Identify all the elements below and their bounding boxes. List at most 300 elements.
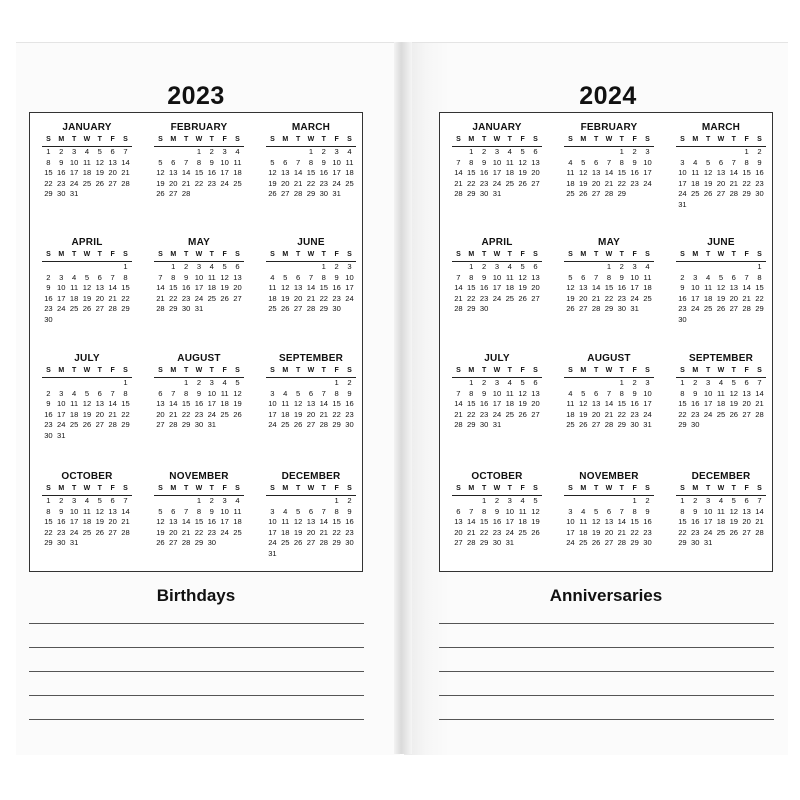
day-cell: 19 (703, 178, 713, 188)
day-cell (218, 538, 231, 549)
day-cell: 30 (207, 538, 217, 548)
month-august (154, 353, 244, 431)
day-cell: 21 (591, 293, 601, 303)
day-cell: 24 (492, 293, 502, 303)
day-cell (715, 538, 728, 549)
weekday-header: S (568, 485, 573, 492)
day-cell: 2 (321, 147, 326, 156)
weekday-header: T (705, 251, 711, 258)
day-cell: 7 (456, 272, 461, 282)
day-cell: 16 (678, 293, 687, 303)
week-row (154, 410, 244, 421)
day-cell (753, 200, 766, 211)
week-row (452, 378, 542, 389)
day-cell (154, 378, 167, 389)
weekday-header: F (520, 485, 525, 492)
day-cell: 4 (507, 378, 512, 387)
weekday-header: M (692, 367, 699, 374)
day-cell (689, 200, 702, 211)
month-april (42, 237, 132, 326)
day-cell: 9 (183, 272, 189, 282)
day-cell: 25 (69, 420, 79, 430)
day-cell (180, 147, 193, 158)
day-cell: 10 (691, 283, 700, 293)
weekday-header: M (170, 136, 177, 143)
day-cell: 31 (492, 189, 502, 199)
day-cell: 18 (505, 399, 515, 409)
day-cell: 15 (479, 517, 489, 527)
day-cell: 7 (110, 272, 115, 282)
day-cell: 6 (158, 388, 163, 398)
day-cell: 14 (169, 399, 178, 409)
day-cell: 5 (520, 262, 525, 271)
day-cell: 6 (533, 147, 538, 156)
weekday-header: S (456, 485, 461, 492)
day-cell (740, 420, 753, 431)
weekday-header-row (154, 484, 244, 496)
day-cell: 11 (268, 283, 277, 293)
day-cell: 24 (57, 304, 66, 314)
week-row (676, 179, 766, 190)
day-cell: 26 (281, 304, 290, 314)
month-name: SEPTEMBER (278, 353, 344, 364)
day-cell: 22 (617, 178, 627, 188)
day-cell (491, 304, 504, 315)
day-cell (516, 304, 529, 315)
day-cell: 28 (454, 189, 463, 199)
day-cell: 13 (233, 272, 242, 282)
day-cell (81, 189, 94, 200)
weekday-header: W (493, 136, 501, 143)
day-cell: 22 (479, 527, 489, 537)
day-cell: 18 (505, 283, 515, 293)
weekday-header: W (83, 367, 91, 374)
weekday-header-row (266, 366, 356, 378)
day-cell (715, 420, 728, 431)
weekday-header: F (222, 367, 227, 374)
day-cell: 6 (308, 388, 314, 398)
day-cell: 20 (95, 409, 105, 419)
weekday-header: S (533, 367, 538, 374)
week-row (266, 528, 356, 539)
day-cell: 17 (703, 399, 713, 409)
weekday-header: W (195, 251, 203, 258)
day-cell: 23 (617, 293, 627, 303)
day-cell (740, 538, 753, 549)
day-cell: 4 (209, 262, 214, 271)
day-cell: 4 (568, 388, 573, 398)
weekday-header: M (468, 367, 475, 374)
day-cell: 15 (121, 283, 130, 293)
birthdays-line-4[interactable] (29, 695, 364, 696)
anniversaries-line-2[interactable] (439, 647, 774, 648)
day-cell: 24 (69, 527, 79, 537)
day-cell: 1 (334, 378, 339, 387)
day-cell: 11 (83, 506, 91, 516)
day-cell: 30 (181, 304, 191, 314)
day-cell: 20 (454, 527, 463, 537)
week-row (42, 431, 132, 442)
day-cell (81, 378, 94, 389)
day-cell (93, 538, 106, 549)
day-cell: 3 (347, 262, 352, 271)
weekday-header: T (97, 136, 102, 143)
day-cell: 17 (691, 293, 700, 303)
day-cell: 10 (703, 506, 713, 516)
weekday-header: T (321, 136, 326, 143)
day-cell: 14 (319, 399, 329, 409)
day-cell: 25 (281, 420, 290, 430)
day-cell: 29 (678, 538, 687, 548)
day-cell: 5 (533, 496, 538, 505)
day-cell: 18 (233, 517, 242, 527)
week-row (452, 420, 542, 431)
day-cell: 4 (270, 272, 275, 282)
day-cell: 2 (209, 147, 214, 156)
day-cell: 7 (308, 272, 314, 282)
month-name: APRIL (71, 237, 103, 248)
day-cell: 5 (731, 378, 736, 387)
weekday-header: W (307, 367, 315, 374)
week-row (266, 378, 356, 389)
weekday-header: T (209, 136, 214, 143)
day-cell: 17 (220, 168, 229, 178)
day-cell: 23 (319, 178, 329, 188)
day-cell: 11 (505, 157, 514, 167)
weekday-header: S (347, 251, 352, 258)
day-cell: 25 (281, 538, 290, 548)
day-cell: 8 (680, 506, 685, 516)
weekday-header: F (520, 136, 525, 143)
weekday-header-row (564, 484, 654, 496)
day-cell (317, 496, 330, 507)
day-cell (516, 189, 529, 200)
day-cell: 18 (82, 168, 92, 178)
weekday-header: S (270, 367, 275, 374)
day-cell: 11 (220, 388, 229, 398)
day-cell: 20 (108, 168, 117, 178)
weekday-header-row (42, 366, 132, 378)
week-row (564, 189, 654, 200)
anniversaries-line-5[interactable] (439, 719, 774, 720)
day-cell: 8 (46, 157, 51, 167)
day-cell: 16 (492, 517, 502, 527)
day-cell: 10 (220, 157, 229, 167)
day-cell: 15 (306, 168, 316, 178)
weekday-header: S (46, 136, 51, 143)
day-cell (615, 496, 628, 507)
day-cell: 29 (467, 420, 476, 430)
day-cell: 22 (44, 527, 53, 537)
weekday-header: T (507, 136, 512, 143)
week-row (154, 147, 244, 158)
day-cell: 9 (209, 506, 214, 516)
weekday-header: F (632, 485, 637, 492)
day-cell: 10 (268, 517, 277, 527)
day-cell: 17 (69, 517, 79, 527)
day-cell: 2 (632, 378, 637, 387)
day-cell: 16 (57, 517, 66, 527)
month-name: MARCH (701, 122, 741, 133)
day-cell: 20 (531, 283, 540, 293)
day-cell: 3 (632, 262, 637, 271)
day-cell: 10 (57, 399, 66, 409)
weekday-header: T (481, 485, 487, 492)
day-cell: 13 (95, 283, 105, 293)
day-cell (753, 315, 766, 326)
day-cell: 23 (630, 409, 639, 419)
week-row (452, 179, 542, 190)
week-row (564, 507, 654, 518)
day-cell: 10 (703, 388, 713, 398)
day-cell: 14 (293, 168, 303, 178)
birthdays-line-5[interactable] (29, 719, 364, 720)
day-cell (641, 304, 654, 315)
weekday-header: S (568, 367, 573, 374)
day-cell (689, 262, 702, 273)
week-row (676, 420, 766, 431)
day-cell: 6 (731, 272, 736, 282)
day-cell: 20 (591, 409, 601, 419)
week-row (564, 283, 654, 294)
week-row (452, 283, 542, 294)
day-cell: 19 (518, 283, 527, 293)
day-cell: 15 (604, 283, 614, 293)
day-cell: 31 (194, 304, 204, 314)
day-cell: 24 (505, 527, 515, 537)
day-cell (564, 147, 577, 158)
day-cell: 25 (643, 293, 652, 303)
day-cell: 11 (281, 517, 290, 527)
day-cell: 5 (593, 506, 599, 516)
week-row (154, 189, 244, 200)
day-cell: 30 (345, 538, 354, 548)
day-cell (330, 549, 343, 560)
day-cell: 5 (581, 388, 586, 398)
weekday-header: T (507, 251, 512, 258)
weekday-header: F (744, 251, 749, 258)
day-cell: 18 (566, 409, 575, 419)
day-cell: 27 (281, 189, 290, 199)
day-cell: 25 (233, 178, 242, 188)
week-row (154, 158, 244, 169)
day-cell: 14 (604, 168, 614, 178)
day-cell: 9 (321, 157, 326, 167)
day-cell: 12 (82, 399, 92, 409)
weekday-header: T (183, 136, 189, 143)
weekday-header: S (680, 485, 685, 492)
day-cell: 31 (268, 548, 277, 558)
year-title-2024: 2024 (579, 82, 637, 110)
weekday-header: S (123, 367, 128, 374)
week-row (564, 378, 654, 389)
day-cell: 13 (716, 168, 726, 178)
day-cell: 29 (181, 420, 191, 430)
day-cell: 26 (233, 409, 242, 419)
day-cell: 20 (306, 409, 316, 419)
day-cell: 20 (169, 527, 178, 537)
day-cell: 29 (742, 189, 751, 199)
day-cell: 10 (492, 157, 502, 167)
birthdays-line-2[interactable] (29, 647, 364, 648)
day-cell (564, 496, 577, 507)
day-cell: 17 (643, 168, 652, 178)
day-cell: 18 (518, 517, 527, 527)
weekday-header: T (71, 136, 77, 143)
day-cell: 18 (281, 409, 290, 419)
weekday-header: M (170, 485, 177, 492)
week-row (266, 262, 356, 273)
day-cell: 15 (467, 399, 476, 409)
day-cell: 19 (716, 293, 726, 303)
day-cell: 14 (755, 506, 764, 516)
day-cell (167, 496, 180, 507)
day-cell: 27 (742, 409, 751, 419)
week-row (564, 389, 654, 400)
day-cell (167, 147, 180, 158)
weekday-header: S (123, 136, 128, 143)
day-cell: 15 (617, 168, 627, 178)
day-cell: 12 (281, 283, 290, 293)
day-cell: 9 (46, 399, 51, 409)
day-cell: 1 (469, 147, 474, 156)
day-cell: 15 (742, 168, 751, 178)
month-name: MAY (598, 237, 620, 248)
day-cell: 29 (617, 420, 627, 430)
weekday-header: S (235, 136, 240, 143)
weekday-header: S (757, 367, 762, 374)
day-cell (279, 496, 292, 507)
weekday-header: S (645, 251, 650, 258)
day-cell: 5 (295, 506, 301, 516)
weekday-header: T (295, 485, 301, 492)
week-row (154, 378, 244, 389)
day-cell: 16 (691, 399, 700, 409)
day-cell: 14 (181, 168, 191, 178)
anniversaries-line-3[interactable] (439, 671, 774, 672)
day-cell: 27 (716, 189, 726, 199)
day-cell: 30 (479, 304, 489, 314)
anniversaries-line-1[interactable] (439, 623, 774, 624)
day-cell: 15 (169, 283, 178, 293)
day-cell: 15 (617, 399, 627, 409)
day-cell: 22 (121, 293, 130, 303)
weekday-header-row (564, 135, 654, 147)
month-name: MAY (188, 237, 210, 248)
day-cell (590, 378, 603, 389)
month-january (452, 122, 542, 200)
day-cell: 1 (123, 378, 128, 387)
day-cell: 4 (84, 147, 90, 156)
day-cell (689, 315, 702, 326)
month-name: OCTOBER (61, 471, 113, 482)
day-cell: 19 (233, 399, 242, 409)
week-row (564, 410, 654, 421)
day-cell: 18 (233, 168, 242, 178)
weekday-header: T (209, 251, 214, 258)
day-cell: 16 (479, 283, 489, 293)
day-cell: 27 (233, 293, 242, 303)
week-row (452, 399, 542, 410)
day-cell: 7 (295, 157, 301, 167)
weekday-header: S (158, 136, 163, 143)
weekday-header: S (158, 251, 163, 258)
day-cell: 9 (693, 506, 698, 516)
week-row (564, 304, 654, 315)
day-cell: 14 (604, 399, 614, 409)
day-cell: 17 (703, 517, 713, 527)
day-cell (119, 189, 132, 200)
weekday-header: T (619, 251, 624, 258)
week-row (154, 399, 244, 410)
weekday-header: W (83, 251, 91, 258)
week-row (266, 147, 356, 158)
day-cell (279, 262, 292, 273)
birthdays-line-1[interactable] (29, 623, 364, 624)
day-cell: 26 (729, 409, 739, 419)
weekday-header: M (580, 367, 587, 374)
weekday-header-row (42, 484, 132, 496)
day-cell (727, 262, 740, 273)
day-cell: 23 (181, 293, 191, 303)
day-cell: 7 (456, 388, 461, 398)
weekday-header: M (282, 136, 289, 143)
weekday-header: S (533, 485, 538, 492)
day-cell: 4 (693, 157, 698, 167)
day-cell: 8 (606, 272, 612, 282)
day-cell: 3 (209, 378, 214, 387)
day-cell: 16 (207, 168, 217, 178)
day-cell: 26 (579, 189, 588, 199)
day-cell: 9 (619, 272, 624, 282)
day-cell: 3 (71, 496, 77, 505)
week-row (42, 294, 132, 305)
day-cell: 28 (181, 538, 191, 548)
weekday-header: M (282, 367, 289, 374)
birthdays-line-3[interactable] (29, 671, 364, 672)
weekday-header: F (334, 136, 339, 143)
weekday-header: T (705, 367, 711, 374)
day-cell: 24 (332, 178, 341, 188)
day-cell: 28 (121, 178, 130, 188)
day-cell: 20 (742, 399, 751, 409)
day-cell: 7 (456, 157, 461, 167)
weekday-header: W (605, 251, 613, 258)
day-cell: 2 (693, 496, 698, 505)
week-row (452, 389, 542, 400)
day-cell: 13 (579, 283, 588, 293)
day-cell (106, 378, 119, 389)
day-cell: 19 (293, 409, 303, 419)
day-cell: 10 (220, 506, 229, 516)
month-june (266, 237, 356, 315)
day-cell: 23 (492, 527, 502, 537)
day-cell: 7 (110, 388, 115, 398)
week-row (154, 389, 244, 400)
weekday-header: M (58, 367, 65, 374)
day-cell (317, 378, 330, 389)
day-cell: 29 (479, 538, 489, 548)
day-cell: 12 (82, 283, 92, 293)
weekday-header: S (158, 367, 163, 374)
anniversaries-line-4[interactable] (439, 695, 774, 696)
day-cell: 20 (95, 293, 105, 303)
month-october (42, 471, 132, 549)
day-cell: 24 (492, 178, 502, 188)
day-cell: 13 (604, 517, 614, 527)
weekday-header: S (123, 251, 128, 258)
day-cell: 10 (566, 517, 575, 527)
